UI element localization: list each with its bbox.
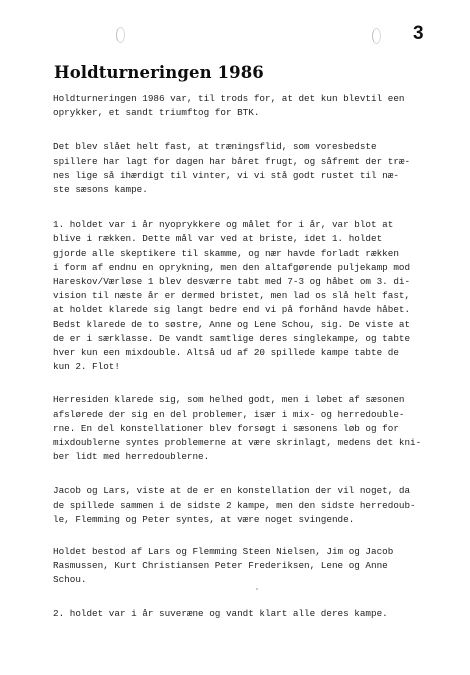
paragraph: 2. holdet var i år suveræne og vandt klart alle deres kampe. <box>53 607 388 619</box>
paragraph: Det blev slået helt fast, at træningsflid, som voresbedste spillere har lagt for dagen har båret frugt, og såfremt der træ- nes lige så ihærdigt til vinter, vi vi stå godt rustet til næ- ste sæsons kampe. <box>53 141 411 196</box>
paragraph: 1. holdet var i år nyoprykkere og målet for i år, var blot at blive i rækken. Dette mål var ved at briste, idet 1. holdet gjorde alle skeptikere til skamme, og nær havde forladt rækken i form af endnu en oprykning, men den altafgørende puljekamp mod Hareskov/Værløse 1 blev desværre tabt med 7-3 og håbet om 3. di- vision til næste år er dermed bristet, men lad os slå helt fast, at holdet klarede sig langt bedre end vi på forhånd havde håbet. Bedst klarede de to søstre, Anne og Lene Schou, sig. De viste at de er i særklasse. De vandt samtlige deres singlekampe, og tabte hver kun een mixdouble. Altså ud af 20 spillede kampe tabte de kun 2. Flot! <box>53 219 411 373</box>
punch-hole-mark <box>116 27 125 43</box>
article-body <box>53 92 458 621</box>
punch-hole-mark <box>372 28 381 44</box>
page-title: Holdturneringen 1986 <box>54 63 264 82</box>
paragraph: Holdturneringen 1986 var, til trods for, at det kun blevtil een oprykker, et sandt triumftog for BTK. <box>53 93 405 119</box>
speck-mark <box>256 588 258 590</box>
page-number: 3 <box>413 23 424 44</box>
paragraph: Jacob og Lars, viste at de er en konstellation der vil noget, da de spillede sammen i de sidste 2 kampe, men den sidste herredoub- le, Flemming og Peter syntes, at være noget svingende. <box>53 485 416 525</box>
paragraph: Herresiden klarede sig, som helhed godt, men i løbet af sæsonen afslørede der sig en del problemer, især i mix- og herredouble- rne. En del konstellationer blev forsøgt i sæsonens løb og for mixdoublerne syntes problemerne at være skrinlagt, medens det kni- ber lidt med herredoublerne. <box>53 394 422 463</box>
paragraph: Holdet bestod af Lars og Flemming Steen Nielsen, Jim og Jacob Rasmussen, Kurt Christiansen Peter Frederiksen, Lene og Anne Schou. <box>53 546 394 586</box>
